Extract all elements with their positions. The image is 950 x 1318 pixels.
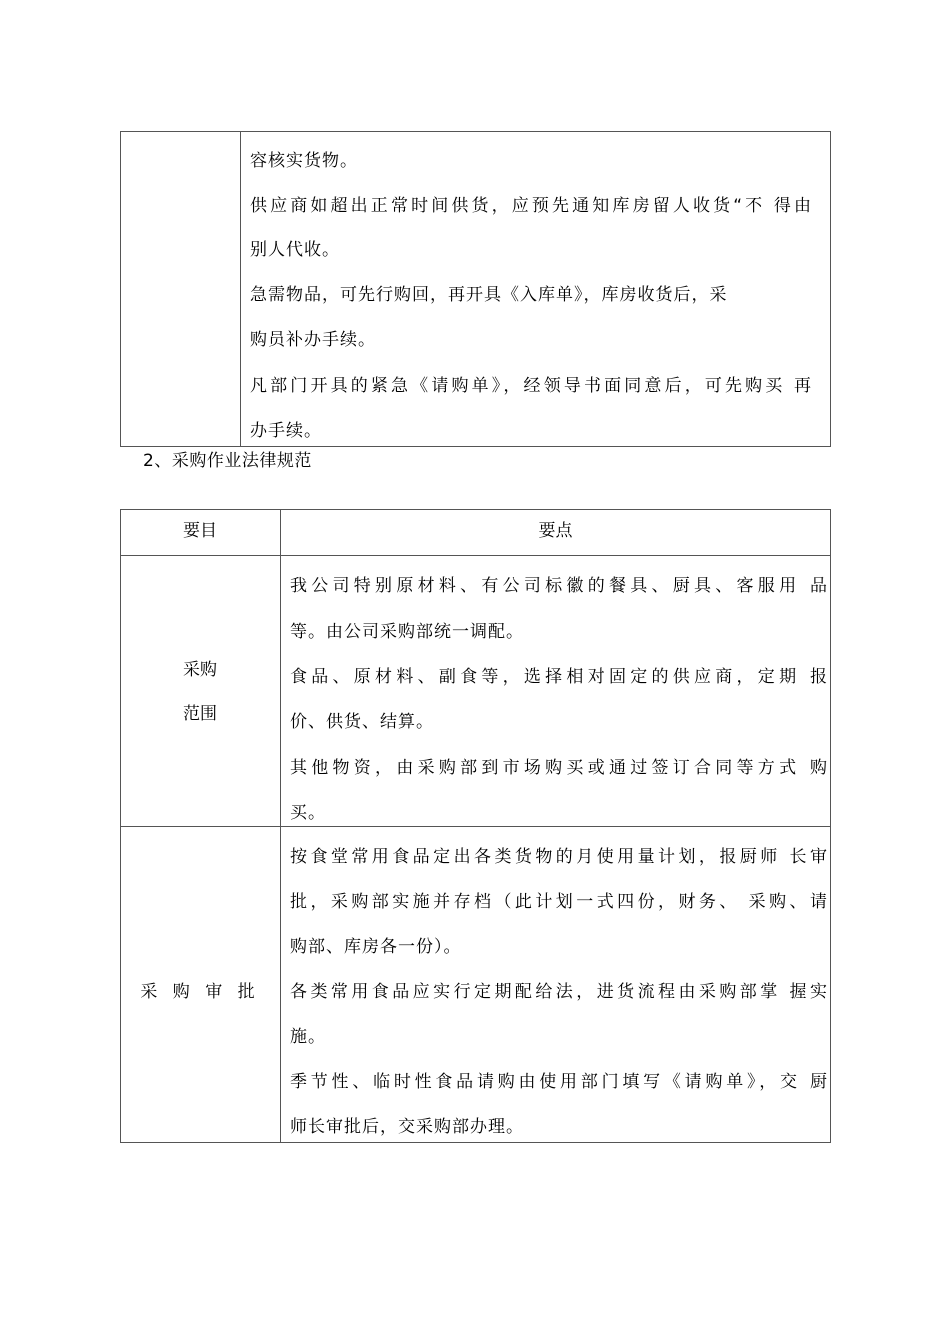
point-line: 其他物资，由采购部到市场购买或通过签订合同等方式 购 — [290, 758, 828, 778]
continued-table-column-divider — [240, 131, 241, 447]
point-line: 师长审批后，交采购部办理。 — [290, 1117, 524, 1137]
point-line: 施。 — [290, 1027, 326, 1047]
point-line: 各类常用食品应实行定期配给法，进货流程由采购部掌 握实 — [290, 982, 828, 1002]
point-line: 批，采购部实施并存档（此计划一式四份，财务、 采购、请 — [290, 892, 828, 912]
row-item-label — [120, 970, 280, 1014]
row-item-label-line: 范围 — [183, 704, 217, 724]
point-line: 我公司特别原材料、有公司标徽的餐具、厨具、客服用 品 — [290, 576, 828, 596]
continued-line: 购员补办手续。 — [250, 330, 376, 350]
row-item-label-line: 采 购 审 批 — [140, 982, 260, 1002]
point-line: 买。 — [290, 803, 326, 823]
point-line: 食品、原材料、副食等，选择相对固定的供应商，定期 报 — [290, 667, 828, 687]
continued-line: 别人代收。 — [250, 240, 340, 260]
column-divider — [280, 509, 281, 1143]
header-row-divider — [120, 555, 831, 556]
section-heading: 2、采购作业法律规范 — [143, 451, 312, 471]
row-divider — [120, 826, 831, 827]
continued-line: 急需物品，可先行购回，再开具《入库单》，库房收货后，采 — [250, 285, 728, 305]
continued-line: 供应商如超出正常时间供货，应预先通知库房留人收货“不 得由 — [250, 196, 812, 216]
header-points: 要点 — [538, 521, 573, 541]
row-item-label-line: 采购 — [183, 660, 217, 680]
continued-line: 容核实货物。 — [250, 151, 358, 171]
continued-line: 办手续。 — [250, 421, 322, 441]
point-line: 价、供货、结算。 — [290, 712, 434, 732]
point-line: 按食堂常用食品定出各类货物的月使用量计划，报厨师 长审 — [290, 847, 828, 867]
header-item: 要目 — [183, 521, 217, 541]
row-item-label — [120, 648, 280, 736]
point-line: 季节性、临时性食品请购由使用部门填写《请购单》，交 厨 — [290, 1072, 828, 1092]
continued-line: 凡部门开具的紧急《请购单》，经领导书面同意后，可先购买 再 — [250, 376, 812, 396]
point-line: 购部、库房各一份）。 — [290, 937, 462, 957]
point-line: 等。由公司采购部统一调配。 — [290, 622, 524, 642]
